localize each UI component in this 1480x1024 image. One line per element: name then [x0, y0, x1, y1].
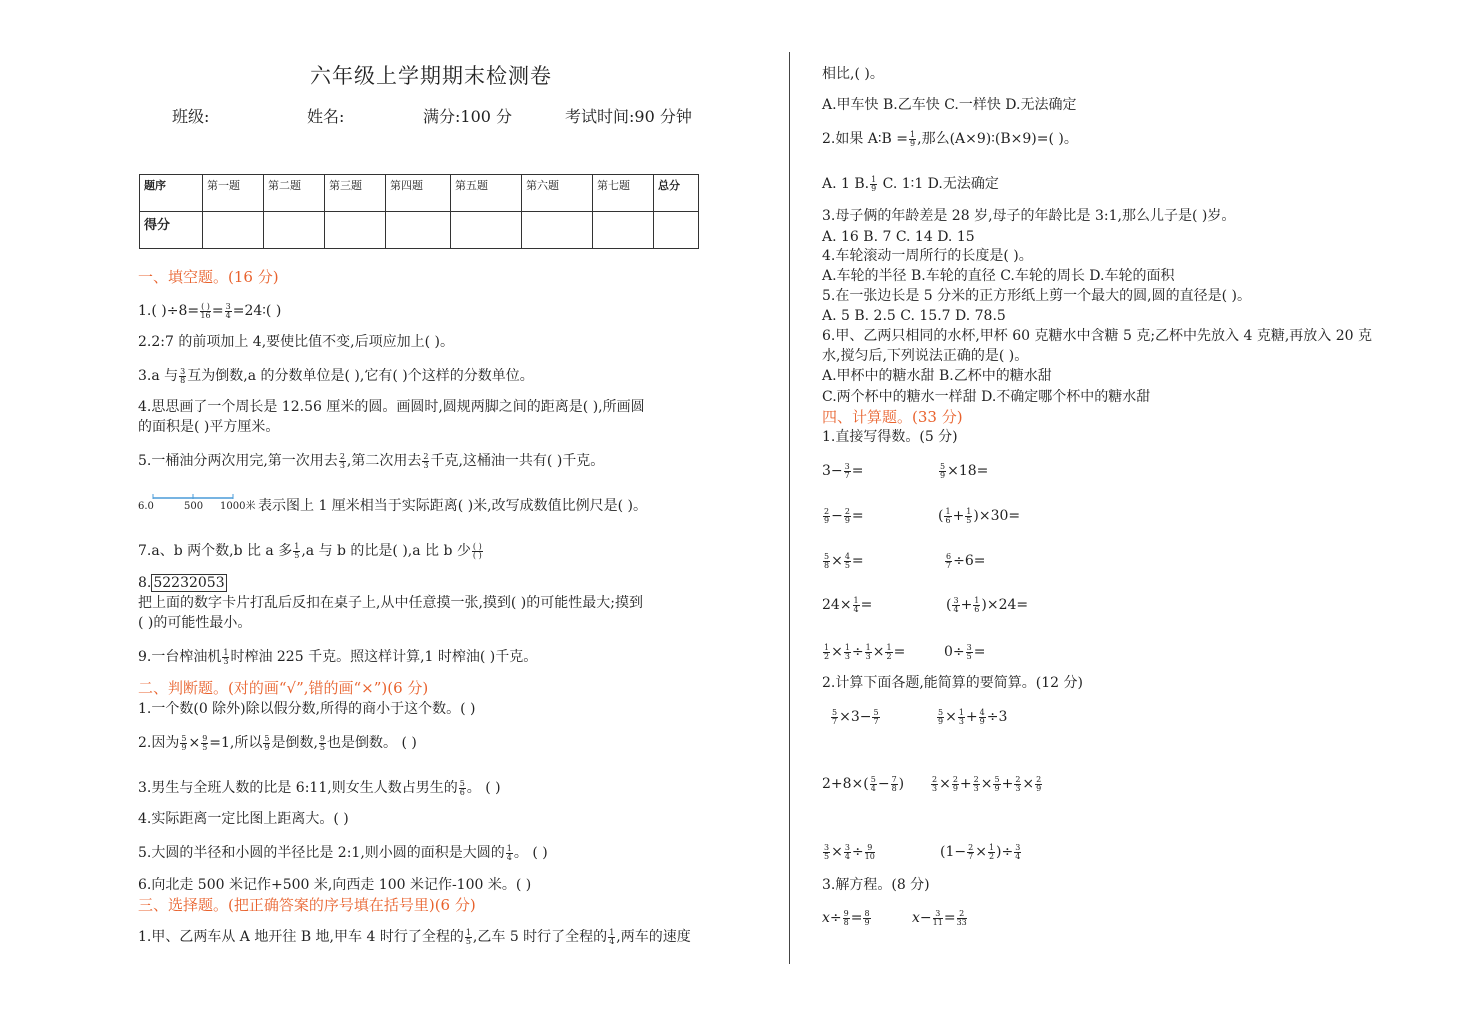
math-expression: $\frac{1}{2}$ × $\frac{1}{3}$ ÷ $\frac{1}{3}$ × $\frac{1}{2}$ =: [824, 642, 906, 661]
scale-label-1000: 1000米: [220, 501, 256, 512]
math-expression: ( $\frac{3}{4}$ + $\frac{1}{6}$ )×24=: [946, 595, 1029, 614]
name-label: 姓名:: [307, 107, 345, 126]
score-table: [139, 174, 699, 249]
math-expression: $\frac{3}{5}$ × $\frac{3}{4}$ ÷ $\frac{9}{10}$: [824, 842, 875, 861]
question: 2.计算下面各题,能简算的要简算。(12 分): [822, 675, 1083, 691]
options: A. 5 B. 2.5 C. 15.7 D. 78.5: [822, 308, 1006, 324]
table-cell: 第六题: [522, 175, 593, 212]
math-expression: 3− $\frac{3}{7}$ =: [822, 461, 864, 480]
question: 5.在一张边长是 5 分米的正方形纸上剪一个最大的圆,圆的直径是( )。: [822, 288, 1251, 304]
table-cell: 第一题: [203, 175, 264, 212]
math-expression: $\frac{5}{8}$ × $\frac{4}{5}$ =: [824, 551, 864, 570]
math-expression: ( $\frac{1}{6}$ + $\frac{1}{5}$ )×30=: [938, 506, 1021, 525]
table-cell: 第三题: [325, 175, 386, 212]
question: 2.因为 $\frac{5}{9}$ × $\frac{9}{5}$ =1,所以 $\frac{5}{9}$ 是倒数, $\frac{9}{5}$ 也是倒数。 ( ): [138, 733, 417, 752]
question: 1.直接写得数。(5 分): [822, 429, 958, 445]
table-cell: 第五题: [451, 175, 522, 212]
question: 4.思思画了一个周长是 12.56 厘米的圆。画圆时,圆规两脚之间的距离是( ),所画圆: [138, 399, 645, 415]
section-true-false: 二、判断题。(对的画“√”,错的画“×”)(6 分): [138, 679, 429, 697]
question: 表示图上 1 厘米相当于实际距离( )米,改写成数值比例尺是( )。: [258, 498, 648, 514]
question: 相比,( )。: [822, 66, 884, 82]
question: 2.2:7 的前项加上 4,要使比值不变,后项应加上( )。: [138, 334, 454, 350]
math-expression: $\frac{5}{9}$ × $\frac{1}{3}$ + $\frac{4}{9}$ ÷3: [938, 707, 1008, 726]
section-choice: 三、选择题。(把正确答案的序号填在括号里)(6 分): [138, 896, 476, 914]
options: A. 1 B. $\frac{1}{9}$ C. 1∶1 D.无法确定: [822, 174, 999, 193]
question: 4.实际距离一定比图上距离大。( ): [138, 811, 349, 827]
score-cell[interactable]: [522, 212, 593, 249]
table-cell: 题序: [140, 175, 203, 212]
math-expression: $\frac{6}{7}$ ÷6=: [946, 551, 986, 570]
class-label: 班级:: [172, 107, 210, 126]
options: A. 16 B. 7 C. 14 D. 15: [822, 229, 975, 245]
math-expression: $\frac{5}{9}$ ×18=: [940, 461, 989, 480]
question: 水,搅匀后,下列说法正确的是( )。: [822, 348, 1029, 364]
question: 5.一桶油分两次用完,第一次用去 $\frac{2}{3}$ ,第二次用去 $\frac{2}{3}$ 千克,这桶油一共有( )千克。: [138, 451, 605, 470]
question: 2.如果 A∶B = $\frac{1}{9}$ ,那么(A×9)∶(B×9)=( )。: [822, 129, 1078, 148]
math-expression: 24× $\frac{1}{4}$ =: [822, 595, 873, 614]
math-expression: $\frac{2}{9}$ − $\frac{2}{9}$ =: [824, 506, 864, 525]
question: 8. 52232053: [138, 575, 225, 591]
question: 3.母子俩的年龄差是 28 岁,母子的年龄比是 3:1,那么儿子是( )岁。: [822, 208, 1236, 224]
full-score: 满分:100 分: [423, 107, 513, 126]
question: 1.一个数(0 除外)除以假分数,所得的商小于这个数。( ): [138, 701, 476, 717]
table-cell: 第四题: [386, 175, 451, 212]
section-fill-blank: 一、填空题。(16 分): [138, 268, 279, 286]
question: 把上面的数字卡片打乱后反扣在桌子上,从中任意摸一张,摸到( )的可能性最大;摸到: [138, 595, 643, 611]
question: 7.a、b 两个数,b 比 a 多 $\frac{1}{5}$ ,a 与 b 的比是( ),a 比 b 少 $\frac{( )}{( )}$: [138, 541, 482, 560]
math-expression: (1− $\frac{2}{7}$ × $\frac{1}{2}$ )÷ $\frac{3}{4}$: [940, 842, 1021, 861]
options: A.车轮的半径 B.车轮的直径 C.车轮的周长 D.车轮的面积: [822, 268, 1175, 284]
score-cell[interactable]: [386, 212, 451, 249]
question: 4.车轮滚动一周所行的长度是( )。: [822, 248, 1033, 264]
score-cell[interactable]: [325, 212, 386, 249]
table-cell: 第二题: [264, 175, 325, 212]
section-calculation: 四、计算题。(33 分): [822, 408, 963, 426]
question: 6.向北走 500 米记作+500 米,向西走 100 米记作-100 米。( ): [138, 877, 532, 893]
math-expression: x− $\frac{3}{11}$ = $\frac{2}{33}$: [912, 908, 967, 927]
exam-time: 考试时间:90 分钟: [565, 107, 692, 126]
score-cell[interactable]: [654, 212, 699, 249]
scale-label-500: 500: [184, 501, 204, 512]
options: A.甲杯中的糖水甜 B.乙杯中的糖水甜: [822, 368, 1052, 384]
question: 3.a 与 $\frac{3}{8}$ 互为倒数,a 的分数单位是( ),它有( )个这样的分数单位。: [138, 366, 534, 385]
options: C.两个杯中的糖水一样甜 D.不确定哪个杯中的糖水甜: [822, 389, 1151, 405]
question: 9.一台榨油机 $\frac{1}{3}$ 时榨油 225 千克。照这样计算,1 时榨油( )千克。: [138, 647, 538, 666]
math-expression: 2+8×( $\frac{5}{4}$ − $\frac{7}{8}$ ): [822, 774, 905, 793]
question: 3.解方程。(8 分): [822, 877, 930, 893]
table-cell: 得分: [140, 212, 203, 249]
question: 1.( )÷8= $\frac{( )}{16}$ = $\frac{3}{4}$ =24∶( ): [138, 301, 282, 320]
math-expression: $\frac{5}{7}$ ×3− $\frac{5}{7}$: [832, 707, 879, 726]
question: 3.男生与全班人数的比是 6:11,则女生人数占男生的 $\frac{5}{6}$ 。 ( ): [138, 778, 501, 797]
page-title: 六年级上学期期末检测卷: [310, 64, 552, 88]
scale-label-0: 6.0: [138, 501, 154, 512]
table-cell: 总分: [654, 175, 699, 212]
score-cell[interactable]: [593, 212, 654, 249]
question: 1.甲、乙两车从 A 地开往 B 地,甲车 4 时行了全程的 $\frac{1}{5}$ ,乙车 5 时行了全程的 $\frac{1}{4}$ ,两车的速度: [138, 927, 691, 946]
question: 6.甲、乙两只相同的水杯,甲杯 60 克糖水中含糖 5 克;乙杯中先放入 4 克糖,再放入 20 克: [822, 328, 1373, 344]
math-expression: 0÷ $\frac{3}{5}$ =: [944, 642, 986, 661]
question: ( )的可能性最小。: [138, 615, 252, 631]
score-cell[interactable]: [203, 212, 264, 249]
number-cards: 52232053: [153, 575, 225, 591]
column-divider: [789, 52, 790, 964]
score-cell[interactable]: [451, 212, 522, 249]
math-expression: $\frac{2}{3}$ × $\frac{2}{9}$ + $\frac{2}{3}$ × $\frac{5}{9}$ + $\frac{2}{3}$ × $\frac{2}{9}$: [932, 774, 1042, 793]
options: A.甲车快 B.乙车快 C.一样快 D.无法确定: [822, 97, 1077, 113]
question: 5.大圆的半径和小圆的半径比是 2:1,则小圆的面积是大圆的 $\frac{1}{4}$ 。 ( ): [138, 843, 548, 862]
question: 的面积是( )平方厘米。: [138, 419, 280, 435]
table-cell: 第七题: [593, 175, 654, 212]
score-cell[interactable]: [264, 212, 325, 249]
math-expression: x÷ $\frac{9}{8}$ = $\frac{8}{9}$: [822, 908, 870, 927]
